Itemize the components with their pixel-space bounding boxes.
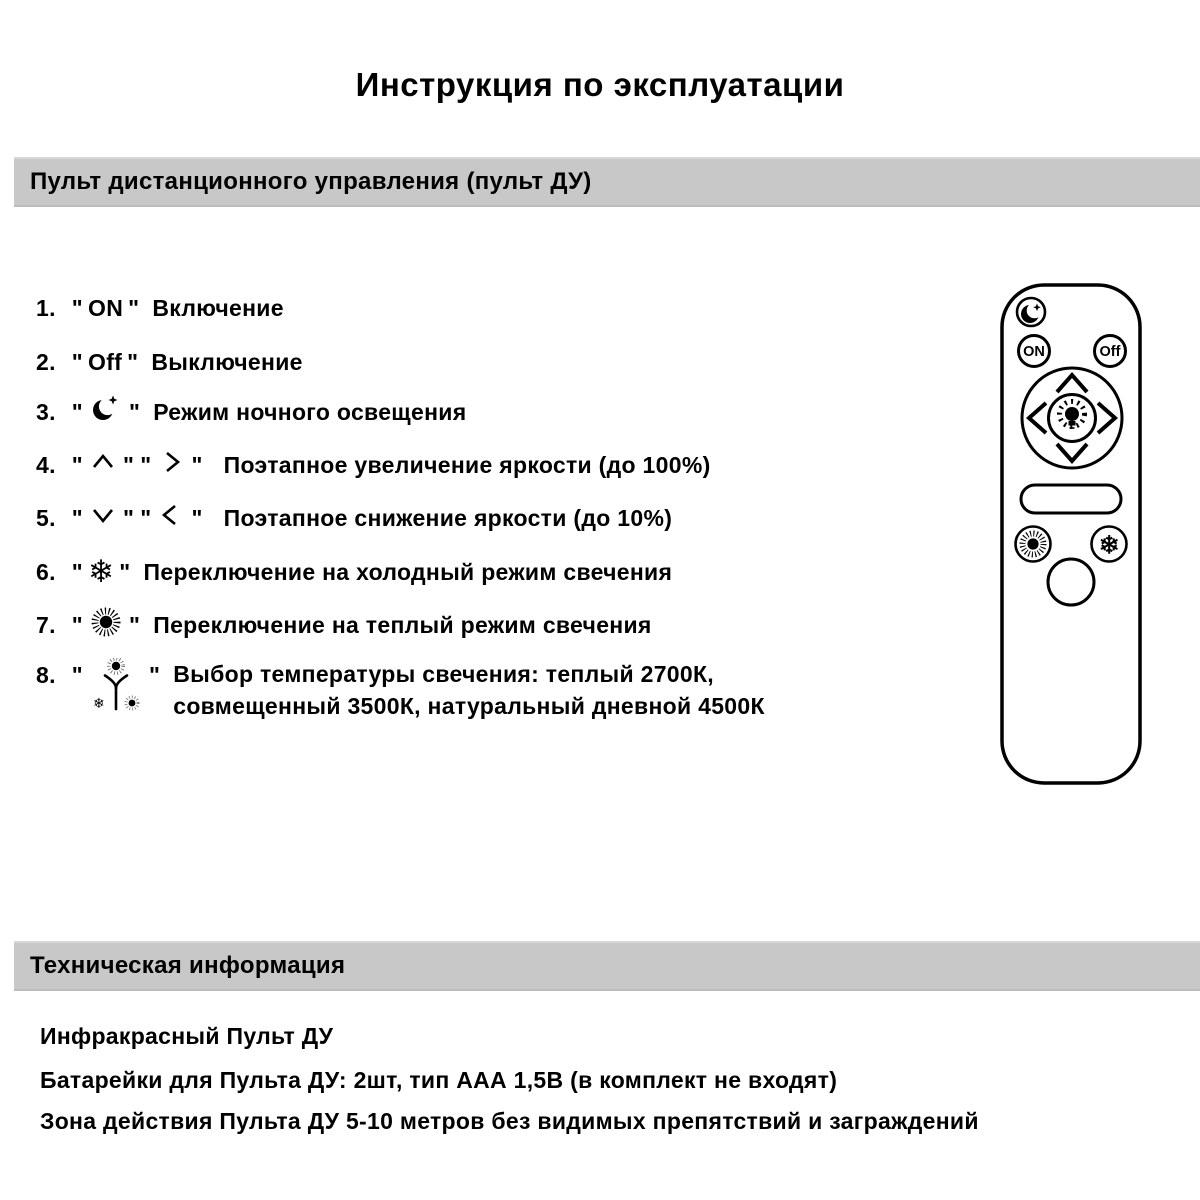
item-number: 8. [36, 662, 56, 688]
moon-icon [90, 393, 122, 431]
tech-info-line: Батарейки для Пульта ДУ: 2шт, тип ААА 1,5В (в комплект не входят) [40, 1067, 838, 1093]
list-item-brightness-down: 5. " " " " Поэтапное снижение яркости (до 10%) [36, 500, 672, 536]
chevron-right-icon [158, 449, 184, 481]
item-number: 7. [36, 611, 56, 638]
off-button-label: Off [1099, 344, 1121, 360]
temperature-select-icon [90, 658, 142, 722]
list-item-cold-mode: 6. " ❄ " Переключение на холодный режим свечения [36, 554, 673, 590]
snowflake-icon: ❄ [88, 554, 115, 590]
on-button [1019, 336, 1050, 367]
item-text-line2: совмещенный 3500К, натуральный дневной 4500К [173, 693, 765, 719]
item-number: 6. [36, 558, 56, 585]
pill-button [1021, 485, 1121, 513]
chevron-up-icon [90, 449, 116, 481]
item-text: Включение [152, 294, 284, 321]
tech-info-line: Инфракрасный Пульт ДУ [40, 1023, 334, 1049]
list-item-night-mode: 3. " " Режим ночного освещения [36, 394, 466, 430]
on-button-label: ON [1023, 344, 1045, 360]
svg-text:❄: ❄ [93, 696, 106, 712]
remote-control-drawing [997, 280, 1147, 790]
item-text: Переключение на теплый режим свечения [153, 611, 652, 638]
on-key-label: ON [88, 294, 124, 321]
item-text: Режим ночного освещения [153, 398, 467, 425]
page-title: Инструкция по эксплуатации [355, 66, 845, 103]
item-text [173, 658, 765, 722]
chevron-left-icon [158, 502, 184, 534]
list-item-on: 1. " ON " Включение [36, 294, 284, 321]
list-item-temperature-select: 8. " ❄ " Выбор температуры свечения: теплый 2700К, совмещенный 3500К, натуральный дневной 4500К [36, 658, 765, 722]
round-button [1048, 559, 1094, 605]
night-mode-button [1017, 298, 1045, 326]
chevron-down-icon [90, 502, 116, 534]
item-text: Поэтапное снижение яркости (до 10%) [223, 504, 673, 531]
item-number: 5. [36, 504, 56, 531]
section-header-remote [14, 157, 1200, 207]
warm-mode-button [1016, 527, 1051, 562]
section-header-remote-label: Пульт дистанционного управления (пульт ДУ) [30, 168, 592, 195]
tech-info-line: Зона действия Пульта ДУ 5-10 метров без видимых препятствий и заграждений [40, 1108, 979, 1134]
off-button [1095, 336, 1126, 367]
section-header-tech [14, 941, 1200, 991]
list-item-off: 2. " Off " Выключение [36, 348, 303, 375]
item-number: 2. [36, 348, 56, 375]
item-text: Выключение [151, 348, 303, 375]
item-number: 1. [36, 294, 56, 321]
sun-icon [90, 606, 122, 644]
list-item-warm-mode: 7. " " Переключение на теплый режим свечения [36, 607, 652, 643]
snowflake-icon: ❄ [1098, 530, 1120, 560]
list-item-brightness-up: 4. " " " " Поэтапное увеличение яркости (до 100%) [36, 447, 711, 483]
item-text: Переключение на холодный режим свечения [143, 558, 673, 585]
cold-mode-button [1092, 527, 1127, 562]
off-key-label: Off [88, 348, 123, 375]
item-text-line1: Выбор температуры свечения: теплый 2700К, [173, 661, 714, 687]
item-number: 3. [36, 398, 56, 425]
section-header-tech-label: Техническая информация [30, 952, 346, 979]
item-number: 4. [36, 451, 56, 478]
dpad-ring [1022, 368, 1122, 468]
item-text: Поэтапное увеличение яркости (до 100%) [223, 451, 711, 478]
